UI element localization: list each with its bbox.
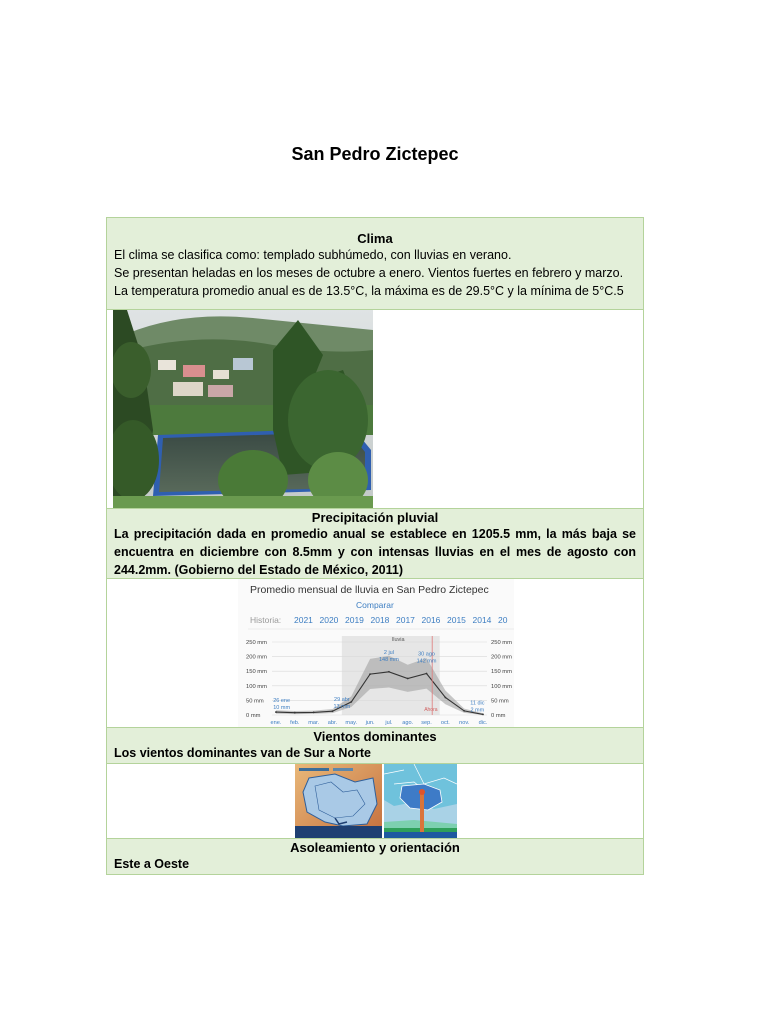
year-tab-2020: 2020	[319, 615, 339, 625]
now-marker-label: Ahora	[424, 707, 438, 713]
page-title: San Pedro Zictepec	[291, 144, 459, 164]
year-tab-2021: 2021	[294, 615, 313, 625]
y-tick-right: 250 mm	[491, 640, 512, 646]
x-tick-label: feb.	[290, 720, 300, 726]
precipitacion-section	[106, 509, 644, 579]
series-label: lluvia	[392, 637, 405, 643]
annotation-date: 26 ene	[273, 698, 291, 705]
clima-line-1: El clima se clasifica como: templado subhúmedo, con lluvias en verano.	[114, 248, 512, 262]
data-point	[388, 671, 390, 673]
x-tick-label: jul.	[385, 720, 393, 726]
x-tick-label: oct.	[440, 720, 450, 726]
y-tick-left: 50 mm	[246, 698, 264, 705]
year-tab-2016: 2016	[421, 615, 441, 625]
data-point	[407, 678, 409, 680]
data-point	[294, 712, 296, 714]
precipitacion-line-1: La precipitación dada en promedio anual se establece en 1205.5 mm, la más baja se	[114, 527, 636, 541]
y-tick-right: 100 mm	[491, 683, 512, 690]
chart-history-label: Historia:	[250, 615, 282, 625]
climate-table	[106, 217, 644, 875]
annotation-date: 2 jul	[383, 649, 394, 656]
rainfall-chart-section	[106, 579, 644, 728]
wind-map	[384, 764, 457, 839]
annotation-date: 11 dic	[470, 700, 485, 707]
maps-section	[106, 764, 644, 839]
y-tick-right: 200 mm	[491, 654, 512, 661]
precipitacion-heading: Precipitación pluvial	[311, 510, 439, 525]
annotation-date: 30 ago	[418, 651, 435, 658]
data-point	[482, 714, 484, 716]
y-tick-left: 250 mm	[246, 640, 267, 646]
data-point	[275, 711, 277, 713]
y-tick-left: 0 mm	[246, 713, 261, 719]
x-tick-label: dic.	[478, 720, 488, 726]
y-tick-left: 200 mm	[246, 654, 267, 661]
asoleamiento-line: Este a Oeste	[114, 857, 190, 871]
clima-line-2: Se presentan heladas en los meses de octubre a enero. Vientos fuertes en febrero y marzo.	[114, 266, 624, 280]
photo-section	[106, 310, 644, 509]
year-tab-2018: 2018	[370, 615, 390, 625]
chart-title: Promedio mensual de lluvia en San Pedro Zictepec	[250, 584, 489, 596]
data-point	[369, 673, 371, 675]
x-tick-label: ago.	[402, 720, 414, 726]
asoleamiento-section	[106, 839, 644, 875]
precipitacion-line-2: encuentra en diciembre con 8.5mm y con intensas lluvias en el mes de agosto con	[114, 545, 636, 559]
annotation-value: 148 mm	[378, 656, 399, 663]
municipality-map	[295, 764, 382, 839]
data-point	[463, 710, 465, 712]
rainfall-chart	[238, 579, 514, 727]
data-point	[444, 697, 446, 699]
clima-section	[106, 218, 644, 310]
data-point	[426, 673, 428, 675]
annotation-value: 10 mm	[273, 705, 291, 712]
year-tab-2014: 2014	[472, 615, 492, 625]
y-tick-right: 50 mm	[491, 698, 509, 705]
precipitacion-line-3: 244.2mm. (Gobierno del Estado de México, 2011)	[114, 563, 403, 577]
clima-heading: Clima	[357, 231, 393, 246]
vientos-line: Los vientos dominantes van de Sur a Norte	[114, 746, 372, 760]
x-tick-label: ene.	[270, 720, 282, 726]
x-tick-label: jun.	[365, 720, 375, 726]
x-tick-label: abr.	[327, 720, 338, 726]
y-tick-right: 150 mm	[491, 669, 512, 676]
y-tick-right: 0 mm	[491, 713, 506, 719]
chart-compare-label: Comparar	[356, 600, 394, 610]
year-tab-20: 20	[498, 615, 508, 625]
x-tick-label: nov.	[459, 720, 470, 726]
data-point	[313, 711, 315, 713]
y-tick-left: 100 mm	[246, 683, 267, 690]
asoleamiento-heading: Asoleamiento y orientación	[290, 840, 460, 855]
annotation-value: 142 mm	[416, 658, 437, 665]
annotation-value: 13 mm	[333, 704, 351, 711]
year-tab-2015: 2015	[447, 615, 466, 625]
vientos-section	[106, 728, 644, 764]
x-tick-label: sep.	[421, 720, 432, 726]
landscape-photo	[113, 310, 373, 509]
data-point	[350, 701, 352, 703]
vientos-heading: Vientos dominantes	[313, 729, 437, 744]
x-tick-label: mar.	[308, 720, 320, 726]
annotation-value: 2 mm	[470, 707, 485, 714]
year-tab-2019: 2019	[345, 615, 364, 625]
clima-line-3: La temperatura promedio anual es de 13.5°C, la máxima es de 29.5°C y la mínima de 5°C.5	[114, 284, 624, 298]
y-tick-left: 150 mm	[246, 669, 267, 676]
data-point	[332, 710, 334, 712]
x-tick-label: may.	[345, 720, 358, 726]
annotation-date: 29 abr	[334, 697, 350, 704]
year-tab-2017: 2017	[396, 615, 415, 625]
